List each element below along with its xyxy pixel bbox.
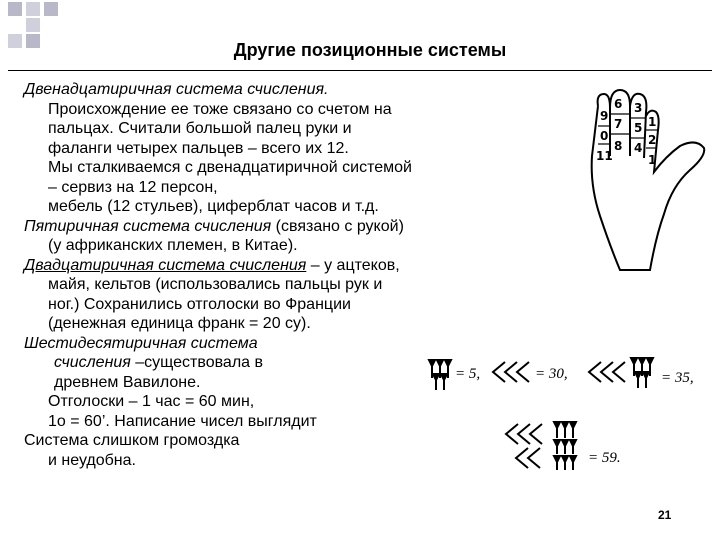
cuneiform-5-glyph [429, 360, 451, 390]
cuneiform-59-units [554, 422, 576, 470]
body-line: ног.) Сохранились отголоски во Франции [48, 295, 351, 313]
body-line: – сервиз на 12 персон, [48, 178, 218, 196]
cuneiform-35-units [631, 358, 653, 388]
sexagesimal-term-1: Шестидесятиричная система [24, 334, 258, 352]
slide-title: Другие позиционные системы [233, 40, 507, 60]
sexagesimal-rest: –существовала в [130, 354, 263, 371]
body-line: древнем Вавилоне. [54, 373, 201, 391]
phalanx-number: 1 [648, 153, 657, 167]
body-line: Происхождение ее тоже связано со счетом на [48, 100, 392, 118]
sexagesimal-heading [24, 334, 584, 354]
deco-square [26, 18, 40, 32]
slide-body [24, 80, 584, 470]
quinary-term: Пятиричная система счисления [24, 217, 272, 235]
phalanx-number: 11 [596, 149, 613, 163]
deco-square [26, 34, 40, 48]
phalanx-number: 3 [634, 101, 643, 115]
deco-square [8, 34, 22, 48]
decorative-squares [0, 0, 80, 50]
duodecimal-term: Двенадцатиричная система счисления. [24, 81, 329, 98]
title-divider [8, 70, 712, 71]
vigesimal-rest: – у ацтеков, [306, 256, 400, 274]
conclusion-line: и неудобна. [48, 451, 136, 469]
body-line: (у африканских племен, в Китае). [48, 237, 298, 254]
deco-square [8, 2, 22, 16]
deco-square [44, 2, 58, 16]
duodecimal-heading [24, 80, 584, 100]
phalanx-number: 6 [614, 97, 623, 111]
deco-square [26, 2, 40, 16]
vigesimal-term: Двадцатиричная система счисления [24, 256, 307, 274]
phalanx-number: 9 [600, 109, 609, 123]
body-line: пальцах. Считали большой палец руки и [48, 120, 352, 137]
phalanx-number: 1 [648, 115, 657, 129]
quinary-rest: (связано с рукой) [271, 217, 404, 235]
cuneiform-label: = 5, [455, 366, 481, 382]
cuneiform-row-1 [425, 352, 715, 396]
body-line: майя, кельтов (использовались пальцы рук и [48, 276, 383, 293]
cuneiform-35-tens [589, 362, 625, 382]
body-line: (денежная единица франк = 20 су). [48, 315, 311, 332]
cuneiform-30-glyph [493, 362, 529, 382]
cuneiform-label: = 59. [588, 450, 621, 466]
phalanx-number: 7 [614, 117, 623, 131]
phalanx-number: 2 [648, 133, 657, 147]
cuneiform-59-tens [506, 424, 542, 468]
phalanx-number: 5 [634, 121, 643, 135]
vigesimal-heading [24, 256, 584, 276]
cuneiform-label: = 30, [535, 366, 568, 382]
cuneiform-label: = 35, [661, 370, 694, 386]
phalanx-number: 0 [600, 129, 609, 143]
phalanx-number: 8 [614, 139, 623, 153]
body-line: Мы сталкиваемся с двенадцатиричной системой [48, 159, 412, 176]
body-line: мебель (12 стульев), циферблат часов и т.д. [48, 198, 379, 215]
conclusion-line: Система слишком громоздка [24, 432, 240, 449]
body-line: фаланги четырех пальцев – всего их 12. [48, 139, 349, 157]
body-line: Отголоски – 1 час = 60 мин, [48, 393, 255, 410]
page-number: 21 [658, 508, 672, 522]
cuneiform-row-2 [500, 418, 650, 480]
hand-illustration [580, 86, 712, 276]
quinary-heading [24, 217, 584, 237]
sexagesimal-term-2: счисления [54, 354, 131, 371]
body-line: 1о = 60’. Написание чисел выглядит [48, 412, 317, 430]
phalanx-number: 4 [634, 141, 643, 155]
